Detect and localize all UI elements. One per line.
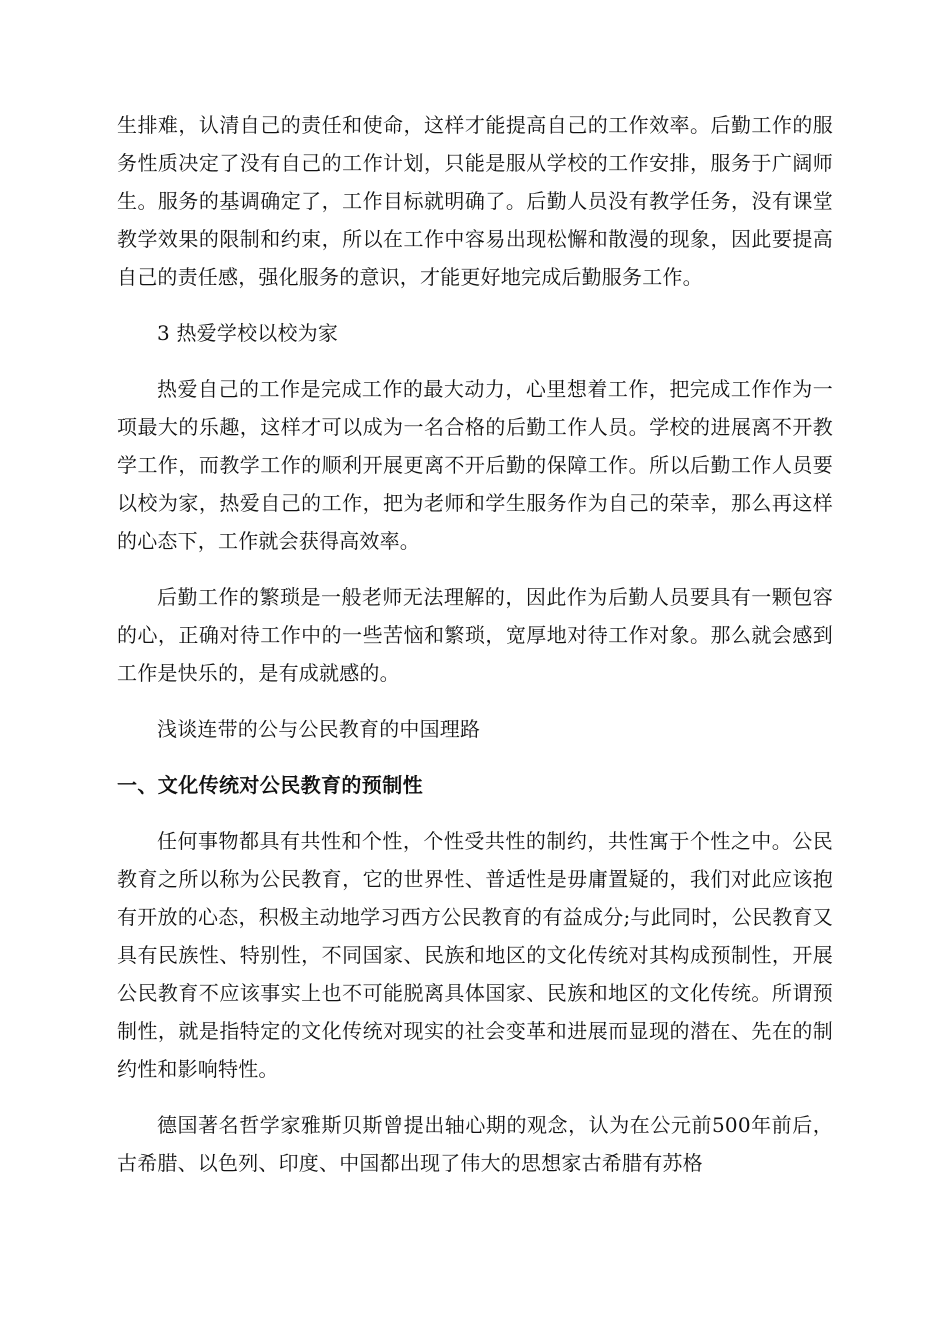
article-title: 浅谈连带的公与公民教育的中国理路 [157,717,481,741]
paragraph-3: 后勤工作的繁琐是一般老师无法理解的，因此作为后勤人员要具有一颗包容的心，正确对待工作中的一些苦恼和繁琐，宽厚地对待工作对象。那么就会感到工作是快乐的，是有成就感的。 [117,585,833,685]
paragraph-2: 热爱自己的工作是完成工作的最大动力，心里想着工作，把完成工作作为一项最大的乐趣，这样才可以成为一名合格的后勤工作人员。学校的进展离不开教学工作，而教学工作的顺利开展更离不开后勤的保障工作。所以后勤工作人员要以校为家，热爱自己的工作，把为老师和学生服务作为自己的荣幸，那么再这样的心态下，工作就会获得高效率。 [117,377,833,553]
paragraph-4: 任何事物都具有共性和个性，个性受共性的制约，共性寓于个性之中。公民教育之所以称为公民教育，它的世界性、普适性是毋庸置疑的，我们对此应该抱有开放的心态，积极主动地学习西方公民教育的有益成分;与此同时，公民教育又具有民族性、特别性，不同国家、民族和地区的文化传统对其构成预制性，开展公民教育不应该事实上也不可能脱离具体国家、民族和地区的文化传统。所谓预制性，就是指特定的文化传统对现实的社会变革和进展而显现的潜在、先在的制约性和影响特性。 [117,829,833,1081]
section-heading: 一、文化传统对公民教育的预制性 [117,773,423,797]
paragraph-5: 德国著名哲学家雅斯贝斯曾提出轴心期的观念，认为在公元前500年前后，古希腊、以色列、印度、中国都出现了伟大的思想家古希腊有苏格 [117,1113,833,1175]
paragraph-1: 生排难，认清自己的责任和使命，这样才能提高自己的工作效率。后勤工作的服务性质决定了没有自己的工作计划，只能是服从学校的工作安排，服务于广阔师生。服务的基调确定了，工作目标就明确了。后勤人员没有教学任务，没有课堂教学效果的限制和约束，所以在工作中容易出现松懈和散漫的现象，因此要提高自己的责任感，强化服务的意识，才能更好地完成后勤服务工作。 [117,113,833,289]
document-page [117,106,833,1182]
subheading-love-school: 3 热爱学校以校为家 [157,321,339,345]
